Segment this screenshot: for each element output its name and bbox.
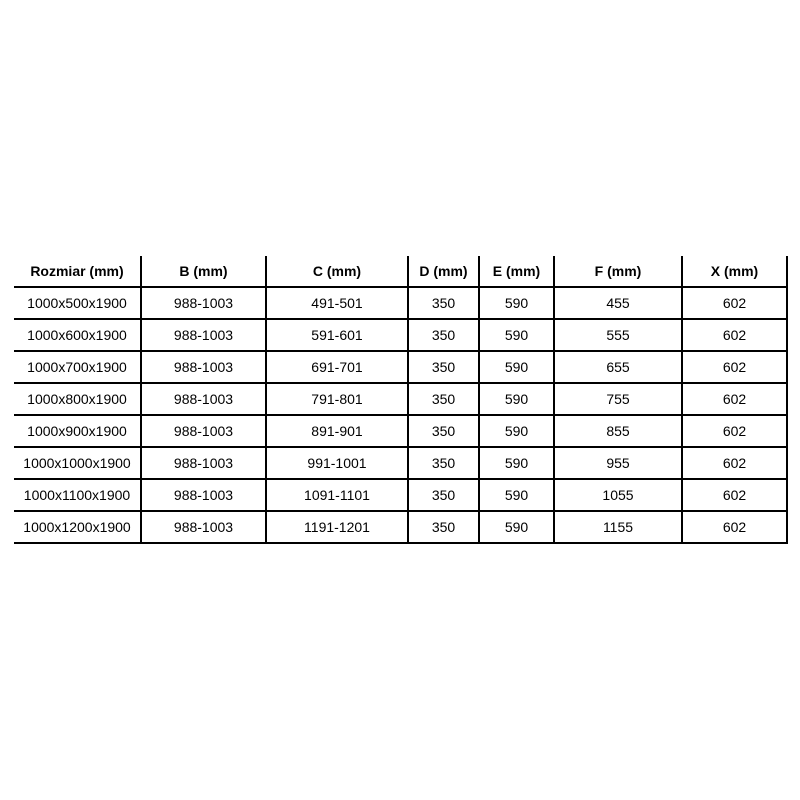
column-header-e: E (mm) — [479, 256, 554, 287]
column-header-x: X (mm) — [682, 256, 787, 287]
table-row — [14, 415, 787, 447]
dimensions-table — [14, 256, 788, 544]
table-cell: 1000x1200x1900 — [14, 511, 141, 543]
table-cell: 1000x1100x1900 — [14, 479, 141, 511]
table-cell: 791-801 — [266, 383, 408, 415]
column-header-c: C (mm) — [266, 256, 408, 287]
table-cell: 350 — [408, 383, 479, 415]
table-cell: 602 — [682, 415, 787, 447]
table-cell: 555 — [554, 319, 682, 351]
table-cell: 602 — [682, 511, 787, 543]
dimensions-table-container — [14, 256, 788, 544]
table-cell: 655 — [554, 351, 682, 383]
table-cell: 590 — [479, 511, 554, 543]
table-cell: 1000x600x1900 — [14, 319, 141, 351]
table-cell: 1000x900x1900 — [14, 415, 141, 447]
column-header-b: B (mm) — [141, 256, 266, 287]
column-header-f: F (mm) — [554, 256, 682, 287]
table-cell: 591-601 — [266, 319, 408, 351]
table-cell: 1055 — [554, 479, 682, 511]
column-header-rozmiar: Rozmiar (mm) — [14, 256, 141, 287]
table-row — [14, 287, 787, 319]
table-row — [14, 479, 787, 511]
table-cell: 350 — [408, 319, 479, 351]
table-cell: 988-1003 — [141, 479, 266, 511]
table-cell: 755 — [554, 383, 682, 415]
table-cell: 988-1003 — [141, 319, 266, 351]
table-cell: 590 — [479, 351, 554, 383]
table-cell: 988-1003 — [141, 383, 266, 415]
table-cell: 1091-1101 — [266, 479, 408, 511]
table-cell: 350 — [408, 415, 479, 447]
table-cell: 602 — [682, 383, 787, 415]
table-cell: 1000x500x1900 — [14, 287, 141, 319]
table-cell: 350 — [408, 447, 479, 479]
table-cell: 590 — [479, 287, 554, 319]
table-row — [14, 447, 787, 479]
table-cell: 590 — [479, 415, 554, 447]
table-cell: 988-1003 — [141, 415, 266, 447]
table-cell: 602 — [682, 287, 787, 319]
table-cell: 1191-1201 — [266, 511, 408, 543]
table-cell: 602 — [682, 319, 787, 351]
table-cell: 691-701 — [266, 351, 408, 383]
table-cell: 590 — [479, 447, 554, 479]
table-cell: 590 — [479, 383, 554, 415]
table-cell: 991-1001 — [266, 447, 408, 479]
table-cell: 350 — [408, 287, 479, 319]
table-row — [14, 383, 787, 415]
table-cell: 1000x1000x1900 — [14, 447, 141, 479]
table-cell: 350 — [408, 351, 479, 383]
table-cell: 988-1003 — [141, 447, 266, 479]
table-cell: 590 — [479, 479, 554, 511]
table-cell: 602 — [682, 447, 787, 479]
table-cell: 350 — [408, 479, 479, 511]
table-cell: 350 — [408, 511, 479, 543]
table-cell: 491-501 — [266, 287, 408, 319]
table-cell: 1155 — [554, 511, 682, 543]
table-cell: 602 — [682, 351, 787, 383]
table-cell: 1000x800x1900 — [14, 383, 141, 415]
table-row — [14, 351, 787, 383]
table-cell: 602 — [682, 479, 787, 511]
table-cell: 988-1003 — [141, 351, 266, 383]
table-cell: 855 — [554, 415, 682, 447]
table-cell: 891-901 — [266, 415, 408, 447]
table-cell: 1000x700x1900 — [14, 351, 141, 383]
table-cell: 955 — [554, 447, 682, 479]
table-cell: 455 — [554, 287, 682, 319]
table-row — [14, 319, 787, 351]
table-row — [14, 511, 787, 543]
column-header-d: D (mm) — [408, 256, 479, 287]
table-cell: 988-1003 — [141, 287, 266, 319]
table-header-row — [14, 256, 787, 287]
table-cell: 988-1003 — [141, 511, 266, 543]
table-cell: 590 — [479, 319, 554, 351]
